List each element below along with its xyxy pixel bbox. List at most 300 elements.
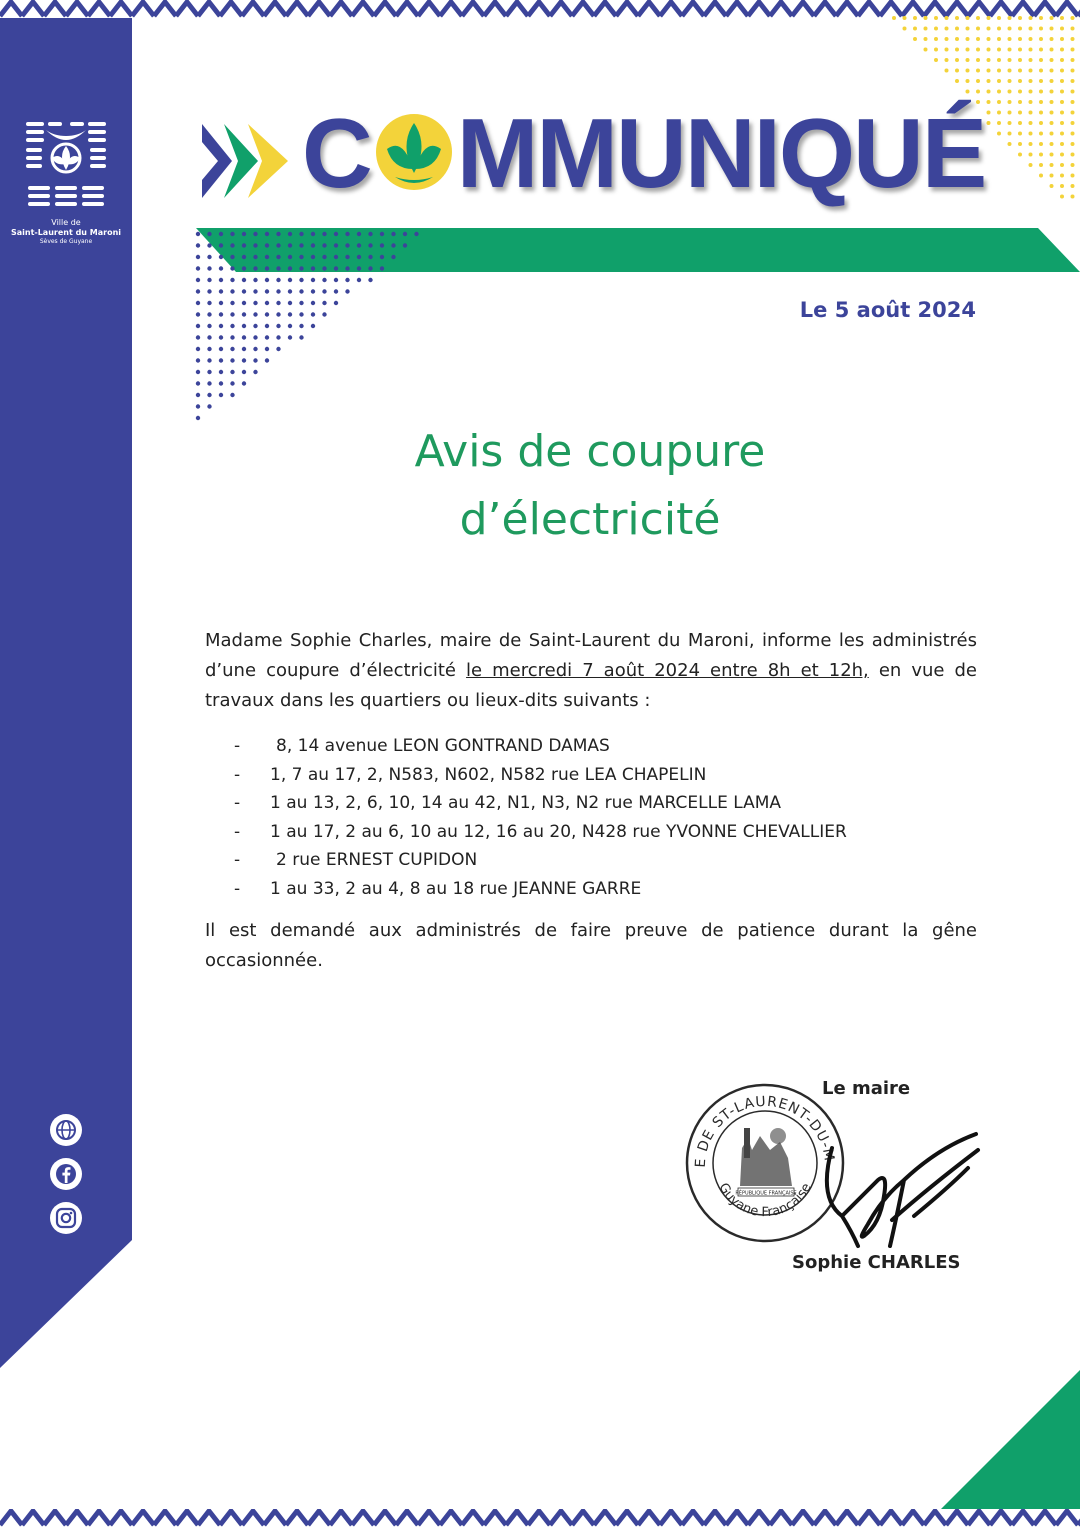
pattern-dot (903, 27, 907, 31)
pattern-dot (1039, 79, 1043, 83)
pattern-dot (322, 266, 326, 270)
pattern-dot (1071, 184, 1075, 188)
pattern-dot (976, 27, 980, 31)
pattern-dot (242, 347, 246, 351)
pattern-dot (1060, 37, 1064, 41)
pattern-dot (1050, 163, 1054, 167)
pattern-dot (230, 278, 234, 282)
pattern-dot (334, 266, 338, 270)
pattern-dot (1018, 27, 1022, 31)
heading-letter-c: C (302, 98, 371, 208)
pattern-dot (276, 255, 280, 259)
pattern-dot (299, 301, 303, 305)
pattern-dot (987, 100, 991, 104)
pattern-dot (196, 358, 200, 362)
pattern-dot (1050, 27, 1054, 31)
pattern-dot (311, 255, 315, 259)
pattern-dot (207, 404, 211, 408)
pattern-dot (265, 301, 269, 305)
pattern-dot (357, 255, 361, 259)
pattern-dot (1060, 90, 1064, 94)
pattern-dot (368, 255, 372, 259)
town-name: Saint-Laurent du Maroni (10, 228, 122, 237)
pattern-dot (987, 58, 991, 62)
pattern-dot (1039, 132, 1043, 136)
pattern-dot (1060, 142, 1064, 146)
title-line-1: Avis de coupure (414, 426, 766, 477)
pattern-dot (288, 278, 292, 282)
pattern-dot (242, 370, 246, 374)
pattern-dot (299, 278, 303, 282)
pattern-dot (276, 335, 280, 339)
pattern-dot (230, 255, 234, 259)
pattern-dot (265, 289, 269, 293)
pattern-dot (276, 232, 280, 236)
pattern-dot (1008, 132, 1012, 136)
pattern-dot (1029, 37, 1033, 41)
pattern-dot (1060, 121, 1064, 125)
pattern-dot (1050, 153, 1054, 157)
pattern-dot (253, 335, 257, 339)
outage-date-time: le mercredi 7 août 2024 entre 8h et 12h, (466, 660, 869, 681)
pattern-dot (219, 255, 223, 259)
pattern-dot (934, 37, 938, 41)
pattern-dot (242, 232, 246, 236)
pattern-dot (219, 312, 223, 316)
pattern-dot (1039, 142, 1043, 146)
pattern-dot (1029, 69, 1033, 73)
notice-title (200, 418, 980, 554)
instagram-icon[interactable] (50, 1202, 82, 1234)
pattern-dot (276, 312, 280, 316)
pattern-dot (253, 347, 257, 351)
pattern-dot (207, 347, 211, 351)
town-tagline: Sèves de Guyane (39, 238, 93, 245)
pattern-dot (368, 278, 372, 282)
pattern-dot (253, 370, 257, 374)
pattern-dot (311, 232, 315, 236)
closing-paragraph: Il est demandé aux administrés de faire preuve de patience durant la gêne occasionnée. (205, 920, 977, 971)
pattern-dot (1071, 163, 1075, 167)
pattern-dot (976, 37, 980, 41)
pattern-dot (1008, 69, 1012, 73)
pattern-dot (966, 27, 970, 31)
pattern-dot (1018, 121, 1022, 125)
pattern-dot (1060, 132, 1064, 136)
pattern-dot (955, 37, 959, 41)
pattern-dot (955, 48, 959, 52)
pattern-dot (1018, 58, 1022, 62)
pattern-dot (207, 243, 211, 247)
pattern-dot (1018, 100, 1022, 104)
pattern-dot (219, 393, 223, 397)
pattern-dot (357, 278, 361, 282)
pattern-dot (230, 358, 234, 362)
pattern-dot (219, 243, 223, 247)
pattern-dot (288, 232, 292, 236)
pattern-dot (1018, 69, 1022, 73)
pattern-dot (1050, 69, 1054, 73)
pattern-dot (924, 16, 928, 20)
pattern-dot (322, 255, 326, 259)
pattern-dot (265, 255, 269, 259)
pattern-dot (945, 27, 949, 31)
pattern-dot (265, 266, 269, 270)
pattern-dot (997, 27, 1001, 31)
pattern-dot (1050, 37, 1054, 41)
pattern-dot (242, 289, 246, 293)
pattern-dot (334, 301, 338, 305)
pattern-dot (253, 358, 257, 362)
pattern-dot (288, 324, 292, 328)
pattern-dot (1008, 48, 1012, 52)
pattern-dot (230, 393, 234, 397)
pattern-dot (987, 79, 991, 83)
signatory-name: Sophie CHARLES (792, 1252, 961, 1273)
pattern-dot (1060, 174, 1064, 178)
pattern-dot (219, 381, 223, 385)
pattern-dot (253, 232, 257, 236)
pattern-dot (1071, 100, 1075, 104)
pattern-dot (913, 16, 917, 20)
pattern-dot (997, 48, 1001, 52)
pattern-dot (1008, 121, 1012, 125)
pattern-dot (230, 232, 234, 236)
pattern-dot (1029, 111, 1033, 115)
pattern-dot (219, 232, 223, 236)
pattern-dot (1060, 111, 1064, 115)
pattern-dot (207, 393, 211, 397)
pattern-dot (1060, 100, 1064, 104)
pattern-dot (1050, 79, 1054, 83)
pattern-dot (253, 243, 257, 247)
affected-streets-list (234, 732, 847, 904)
pattern-dot (1071, 16, 1075, 20)
pattern-dot (1039, 163, 1043, 167)
pattern-dot (1060, 163, 1064, 167)
pattern-dot (276, 266, 280, 270)
pattern-dot (196, 232, 200, 236)
pattern-dot (207, 266, 211, 270)
pattern-dot (1050, 111, 1054, 115)
pattern-dot (242, 335, 246, 339)
pattern-dot (345, 255, 349, 259)
pattern-dot (1039, 37, 1043, 41)
pattern-dot (196, 255, 200, 259)
pattern-dot (265, 347, 269, 351)
pattern-dot (997, 37, 1001, 41)
pattern-dot (1039, 174, 1043, 178)
pattern-dot (997, 79, 1001, 83)
pattern-dot (1029, 142, 1033, 146)
pattern-dot (196, 278, 200, 282)
heading-letters-rest: MMUNIQUÉ (456, 98, 986, 208)
pattern-dot (253, 278, 257, 282)
green-corner-triangle (940, 1370, 1080, 1514)
pattern-dot (276, 278, 280, 282)
pattern-dot (276, 289, 280, 293)
pattern-dot (966, 90, 970, 94)
pattern-dot (1050, 90, 1054, 94)
seal-inner-text: RÉPUBLIQUE FRANÇAISE (735, 1190, 797, 1197)
pattern-dot (230, 370, 234, 374)
pattern-dot (997, 16, 1001, 20)
pattern-dot (1050, 174, 1054, 178)
pattern-dot (1071, 27, 1075, 31)
pattern-dot (1039, 48, 1043, 52)
pattern-dot (966, 79, 970, 83)
pattern-dot (299, 335, 303, 339)
pattern-dot (219, 266, 223, 270)
pattern-dot (276, 324, 280, 328)
pattern-dot (207, 278, 211, 282)
pattern-dot (368, 232, 372, 236)
pattern-dot (334, 255, 338, 259)
pattern-dot (242, 381, 246, 385)
pattern-dot (322, 278, 326, 282)
pattern-dot (265, 312, 269, 316)
pattern-dot (1071, 111, 1075, 115)
pattern-dot (242, 278, 246, 282)
pattern-dot (253, 312, 257, 316)
pattern-dot (892, 16, 896, 20)
pattern-dot (265, 243, 269, 247)
pattern-dot (357, 266, 361, 270)
pattern-dot (934, 16, 938, 20)
facebook-icon[interactable] (50, 1158, 82, 1190)
pattern-dot (265, 324, 269, 328)
pattern-dot (913, 27, 917, 31)
pattern-dot (997, 90, 1001, 94)
pattern-dot (997, 111, 1001, 115)
pattern-dot (1008, 27, 1012, 31)
pattern-dot (242, 243, 246, 247)
pattern-dot (242, 301, 246, 305)
pattern-dot (945, 69, 949, 73)
pattern-dot (1071, 132, 1075, 136)
pattern-dot (311, 312, 315, 316)
pattern-dot (196, 266, 200, 270)
pattern-dot (230, 243, 234, 247)
pattern-dot (1071, 48, 1075, 52)
pattern-dot (1039, 27, 1043, 31)
list-item: - 1 au 13, 2, 6, 10, 14 au 42, N1, N3, N2 rue MARCELLE LAMA (234, 793, 782, 814)
pattern-dot (1008, 100, 1012, 104)
pattern-dot (1050, 142, 1054, 146)
pattern-dot (219, 358, 223, 362)
pattern-dot (1039, 90, 1043, 94)
city-name-block (0, 218, 132, 246)
pattern-dot (391, 255, 395, 259)
pattern-dot (196, 370, 200, 374)
pattern-dot (207, 381, 211, 385)
pattern-dot (311, 243, 315, 247)
pattern-dot (1039, 121, 1043, 125)
pattern-dot (1060, 27, 1064, 31)
pattern-dot (976, 79, 980, 83)
pattern-dot (934, 58, 938, 62)
signatory-role: Le maire (822, 1078, 911, 1099)
pattern-dot (1060, 153, 1064, 157)
pattern-dot (1071, 37, 1075, 41)
town-prefix: Ville de (51, 218, 81, 227)
pattern-dot (299, 255, 303, 259)
pattern-dot (380, 255, 384, 259)
pattern-dot (1018, 90, 1022, 94)
pattern-dot (207, 358, 211, 362)
pattern-dot (1008, 142, 1012, 146)
pattern-dot (945, 37, 949, 41)
pattern-dot (196, 404, 200, 408)
pattern-dot (219, 301, 223, 305)
pattern-dot (207, 232, 211, 236)
pattern-dot (196, 381, 200, 385)
pattern-dot (966, 48, 970, 52)
pattern-dot (242, 266, 246, 270)
pattern-dot (997, 132, 1001, 136)
pattern-dot (207, 324, 211, 328)
document-date: Le 5 août 2024 (799, 298, 976, 322)
pattern-dot (1008, 37, 1012, 41)
pattern-dot (987, 111, 991, 115)
pattern-dot (924, 27, 928, 31)
pattern-dot (1029, 132, 1033, 136)
pattern-dot (299, 324, 303, 328)
pattern-dot (276, 243, 280, 247)
pattern-dot (1018, 79, 1022, 83)
pattern-dot (1029, 121, 1033, 125)
globe-icon[interactable] (50, 1114, 82, 1146)
pattern-dot (1018, 142, 1022, 146)
pattern-dot (334, 243, 338, 247)
pattern-dot (987, 27, 991, 31)
pattern-dot (219, 289, 223, 293)
communique-heading (302, 98, 986, 208)
pattern-dot (265, 335, 269, 339)
pattern-dot (230, 335, 234, 339)
pattern-dot (1018, 37, 1022, 41)
pattern-dot (1029, 100, 1033, 104)
pattern-dot (1029, 79, 1033, 83)
pattern-dot (242, 312, 246, 316)
list-item: - 1 au 17, 2 au 6, 10 au 12, 16 au 20, N428 rue YVONNE CHEVALLIER (234, 821, 847, 842)
bottom-zigzag-border (0, 1509, 1080, 1527)
pattern-dot (997, 121, 1001, 125)
pattern-dot (253, 266, 257, 270)
pattern-dot (966, 16, 970, 20)
pattern-dot (368, 243, 372, 247)
pattern-dot (913, 37, 917, 41)
list-item: - 1 au 33, 2 au 4, 8 au 18 rue JEANNE GARRE (234, 878, 642, 899)
pattern-dot (1029, 58, 1033, 62)
pattern-dot (1018, 111, 1022, 115)
pattern-dot (1071, 142, 1075, 146)
pattern-dot (1050, 48, 1054, 52)
pattern-dot (1008, 79, 1012, 83)
pattern-dot (903, 16, 907, 20)
pattern-dot (1071, 58, 1075, 62)
pattern-dot (230, 301, 234, 305)
pattern-dot (976, 58, 980, 62)
pattern-dot (987, 48, 991, 52)
pattern-dot (955, 27, 959, 31)
pattern-dot (196, 347, 200, 351)
pattern-dot (1039, 100, 1043, 104)
pattern-dot (987, 16, 991, 20)
pattern-dot (955, 79, 959, 83)
pattern-dot (230, 312, 234, 316)
pattern-dot (1029, 90, 1033, 94)
pattern-dot (230, 289, 234, 293)
pattern-dot (276, 347, 280, 351)
pattern-dot (955, 16, 959, 20)
pattern-dot (934, 48, 938, 52)
pattern-dot (1008, 58, 1012, 62)
pattern-dot (966, 58, 970, 62)
pattern-dot (1050, 132, 1054, 136)
pattern-dot (1060, 195, 1064, 199)
intro-text-end: en vue de travaux dans les quartiers ou lieux-dits suivants : (205, 660, 977, 711)
pattern-dot (1060, 58, 1064, 62)
pattern-dot (1039, 69, 1043, 73)
pattern-dot (924, 37, 928, 41)
pattern-dot (976, 69, 980, 73)
pattern-dot (368, 266, 372, 270)
pattern-dot (1060, 16, 1064, 20)
pattern-dot (322, 243, 326, 247)
pattern-dot (987, 121, 991, 125)
pattern-dot (1050, 16, 1054, 20)
pattern-dot (253, 324, 257, 328)
pattern-dot (934, 27, 938, 31)
pattern-dot (207, 312, 211, 316)
pattern-dot (380, 243, 384, 247)
pattern-dot (1039, 111, 1043, 115)
pattern-dot (976, 16, 980, 20)
pattern-dot (1029, 48, 1033, 52)
pattern-dot (391, 243, 395, 247)
pattern-dot (955, 69, 959, 73)
pattern-dot (924, 48, 928, 52)
pattern-dot (1039, 16, 1043, 20)
pattern-dot (196, 324, 200, 328)
pattern-dot (299, 312, 303, 316)
pattern-dot (207, 335, 211, 339)
pattern-dot (1018, 132, 1022, 136)
pattern-dot (1050, 184, 1054, 188)
mayor-signature (818, 1128, 988, 1262)
pattern-dot (966, 69, 970, 73)
intro-text-start: Madame Sophie Charles, maire de Saint-Laurent du Maroni, informe les administrés d’une coupure d’électricité (205, 630, 977, 681)
pattern-dot (265, 232, 269, 236)
pattern-dot (1029, 16, 1033, 20)
pattern-dot (265, 358, 269, 362)
intro-paragraph (205, 626, 977, 716)
pattern-dot (987, 90, 991, 94)
title-line-2: d’électricité (459, 494, 721, 545)
city-logo (22, 120, 110, 214)
pattern-dot (196, 393, 200, 397)
pattern-dot (253, 255, 257, 259)
pattern-dot (1008, 90, 1012, 94)
pattern-dot (1050, 58, 1054, 62)
pattern-dot (403, 232, 407, 236)
pattern-dot (288, 266, 292, 270)
svg-text:Guyane Française (715, 1181, 814, 1221)
pattern-dot (1008, 111, 1012, 115)
pattern-dot (207, 289, 211, 293)
pattern-dot (345, 232, 349, 236)
